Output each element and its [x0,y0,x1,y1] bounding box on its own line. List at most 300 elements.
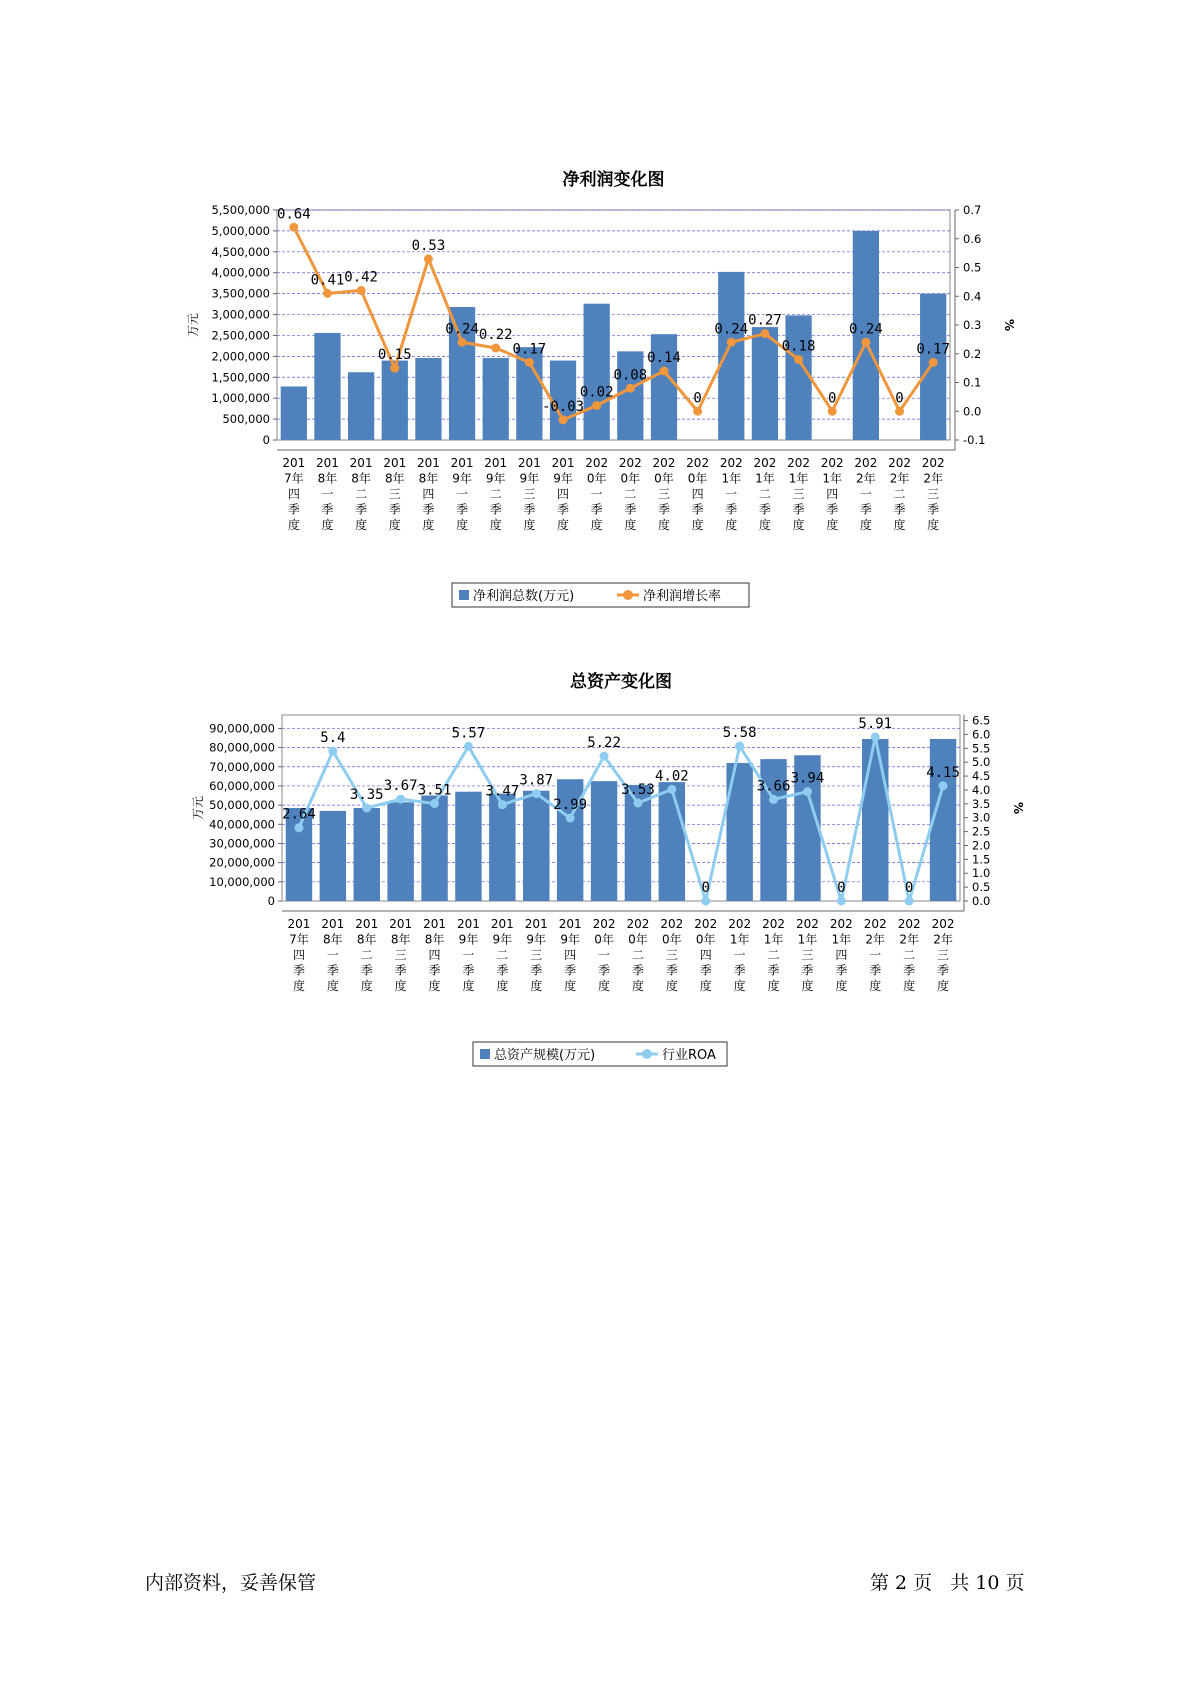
line-point [328,747,337,756]
x-tick-label: 2年 [865,932,886,947]
line-point [592,401,601,410]
data-label: 3.87 [519,772,554,789]
line-point [939,781,948,790]
x-tick-label: 201 [524,917,548,931]
y-tick-label: 20,000,000 [209,855,275,870]
x-tick-label: 季 [598,963,611,978]
line-point [701,897,710,906]
x-tick-label: 季 [394,963,407,978]
data-label: 0.08 [613,367,648,384]
line-point [803,787,812,796]
data-label: 0 [837,880,846,896]
x-tick-label: 季 [699,963,712,978]
x-tick-label: 201 [484,456,508,470]
line-point [357,286,366,295]
data-label: 0.17 [512,341,547,358]
x-tick-label: 度 [326,979,339,993]
x-tick-label: 季 [665,963,678,978]
data-label: 0.24 [714,321,749,338]
x-tick-label: 度 [733,979,746,993]
x-tick-label: 202 [829,917,853,931]
x-tick-label: 201 [450,456,474,470]
x-tick-label: 度 [394,979,407,993]
y-tick-label: 10,000,000 [209,874,275,889]
x-tick-label: 二 [489,487,502,501]
x-tick-label: 度 [859,518,872,532]
x-tick-label: 二 [624,487,637,501]
x-tick-label: 季 [893,502,906,517]
x-tick-label: 201 [423,917,447,931]
plot-area [282,715,960,901]
bar [617,351,643,440]
bar [415,358,441,440]
y-tick-label: 70,000,000 [209,759,275,774]
x-tick-label: 度 [388,518,401,532]
y-tick-label: 80,000,000 [209,740,275,755]
x-tick-label: 0年 [628,932,648,947]
data-label: 0.15 [377,347,412,364]
x-tick-label: 202 [585,456,609,470]
data-label: 3.51 [417,782,452,799]
x-tick-label: 1年 [797,932,818,947]
line-point [525,358,534,367]
x-tick-label: 季 [903,963,916,978]
x-tick-label: 8年 [418,471,439,486]
x-tick-label: 季 [355,502,368,517]
x-tick-label: 8年 [424,932,445,947]
bar [455,792,481,901]
line-point [390,364,399,373]
x-tick-label: 度 [321,518,334,532]
x-tick-label: 0年 [687,471,708,486]
x-tick-label: 季 [326,963,339,978]
x-tick-label: 一 [326,948,339,962]
x-tick-label: 度 [292,979,305,993]
x-tick-label: 一 [725,487,738,501]
x-tick-label: 0年 [662,932,682,947]
y2-tick-label: 4.5 [972,769,991,784]
x-tick-label: 202 [820,456,844,470]
data-label: 2.64 [282,806,316,823]
x-tick-label: 季 [792,502,805,517]
x-tick-label: 季 [462,963,475,978]
x-tick-label: 2年 [933,932,953,947]
x-tick-label: 9年 [560,932,580,947]
x-tick-label: 季 [456,502,469,517]
y2-tick-label: 0.7 [963,203,982,217]
y2-axis-title: % [1002,318,1016,332]
x-tick-label: 201 [355,917,379,931]
y-tick-label: 2,000,000 [211,349,270,364]
x-tick-label: 0年 [695,932,716,947]
line-point [769,795,778,804]
y-tick-label: 60,000,000 [209,778,275,793]
x-tick-label: 季 [869,963,882,978]
x-tick-label: 季 [530,963,543,978]
x-tick-label: 9年 [458,932,479,947]
x-tick-label: 201 [551,456,575,470]
x-tick-label: 201 [558,917,582,931]
total-assets-chart [0,660,1191,1120]
line-point [458,338,467,347]
x-tick-label: 202 [863,917,887,931]
y2-tick-label: 1.0 [972,866,991,881]
data-label: 4.15 [926,764,960,781]
y2-tick-label: 5.5 [972,741,991,756]
x-tick-label: 201 [456,917,480,931]
line-point [828,407,837,416]
bar [281,386,307,440]
x-tick-label: 201 [349,456,373,470]
line-point [430,799,439,808]
data-label: 5.22 [587,735,621,752]
x-tick-label: 度 [927,518,940,532]
chart-title: 总资产变化图 [570,672,672,692]
x-tick-label: 0年 [654,471,674,486]
y-tick-label: 50,000,000 [209,798,275,813]
data-label: 0.17 [916,341,951,358]
y2-tick-label: 6.5 [972,713,991,728]
x-tick-label: 202 [686,456,710,470]
x-tick-label: 季 [422,502,435,517]
x-tick-label: 度 [523,518,536,532]
x-tick-label: 三 [801,948,814,962]
x-tick-label: 一 [733,948,746,962]
net-profit-chart-svg [0,160,1191,620]
y2-tick-label: 0.1 [963,375,982,390]
x-tick-label: 二 [903,948,916,962]
x-tick-label: 201 [517,456,541,470]
x-tick-label: 度 [422,518,435,532]
x-tick-label: 8年 [351,471,371,486]
x-tick-label: 度 [456,518,469,532]
x-tick-label: 0年 [586,471,607,486]
x-tick-label: 季 [691,502,704,517]
x-tick-label: 季 [758,502,771,517]
x-tick-label: 季 [624,502,637,517]
data-label: 3.94 [790,770,825,787]
x-tick-label: 季 [801,963,814,978]
x-tick-label: 一 [321,487,334,501]
x-tick-label: 度 [489,518,502,532]
bar [718,272,744,440]
x-tick-label: 四 [292,948,305,962]
x-tick-label: 2年 [856,471,876,486]
data-label: 0.64 [276,206,311,223]
x-tick-label: 二 [355,487,368,501]
line-point [294,823,303,832]
bar [348,372,374,440]
data-label: 0 [693,390,702,407]
x-tick-label: 8年 [390,932,411,947]
chart-title: 净利润变化图 [562,170,665,190]
x-tick-label: 201 [490,917,514,931]
x-tick-label: 季 [767,963,780,978]
x-tick-label: 度 [355,518,368,532]
y-tick-label: 1,500,000 [211,370,270,385]
x-tick-label: 201 [287,917,311,931]
x-tick-label: 202 [795,917,819,931]
bar [591,781,617,901]
line-point [498,800,507,809]
x-tick-label: 三 [530,948,543,962]
legend-bar-label: 总资产规模(万元) [494,1048,596,1063]
x-tick-label: 度 [496,979,509,993]
x-tick-label: 202 [888,456,911,470]
line-point [727,338,736,347]
x-tick-label: 三 [388,487,401,501]
y-tick-label: 5,500,000 [211,203,270,217]
x-tick-label: 三 [523,487,536,501]
x-tick-label: 季 [360,963,373,978]
x-tick-label: 四 [287,487,300,501]
line-point [667,785,676,794]
x-tick-label: 四 [422,487,435,501]
x-tick-label: 一 [859,487,872,501]
line-point [794,355,803,364]
line-point [659,367,668,376]
y2-tick-label: 0.6 [963,231,982,246]
bar [320,811,346,901]
x-tick-label: 季 [523,502,536,517]
line-point [693,407,702,416]
line-point [323,289,332,298]
x-tick-label: 三 [937,948,950,962]
x-tick-label: 202 [592,917,616,931]
x-tick-label: 一 [590,487,603,501]
legend-line-label: 净利润增长率 [643,589,722,604]
x-tick-label: 三 [792,487,805,501]
x-tick-label: 8年 [317,471,338,486]
footer-confidential-note: 内部资料，妥善保管 [145,1572,317,1594]
x-tick-label: 202 [931,917,955,931]
data-label: 0.41 [310,272,345,289]
x-tick-label: 三 [927,487,940,501]
x-tick-label: 度 [869,979,882,993]
y-axis-title: 万元 [191,795,205,821]
x-tick-label: 201 [383,456,407,470]
x-tick-label: 201 [416,456,440,470]
y2-tick-label: 2.5 [972,824,991,839]
x-tick-label: 202 [618,456,642,470]
x-tick-label: 度 [428,979,441,993]
x-tick-label: 202 [921,456,945,470]
x-tick-label: 季 [937,963,950,978]
x-tick-label: 202 [694,917,718,931]
x-tick-label: 202 [626,917,650,931]
x-tick-label: 1年 [721,471,742,486]
data-label: 5.4 [320,730,346,747]
data-label: 0.24 [445,321,479,338]
x-tick-label: 1年 [822,471,843,486]
x-tick-label: 1年 [729,932,750,947]
legend-line-marker [623,590,633,600]
x-tick-label: 二 [893,487,906,501]
x-tick-label: 季 [859,502,872,517]
x-tick-label: 201 [282,456,306,470]
line-point [566,813,575,822]
line-point [895,407,904,416]
line-point [491,344,500,353]
line-point [559,415,568,424]
y-tick-label: 500,000 [222,412,270,427]
x-tick-label: 1年 [831,932,852,947]
y-tick-label: 0 [262,433,270,447]
net-profit-chart [0,160,1191,620]
data-label: 3.53 [621,782,655,799]
x-tick-label: 202 [787,456,811,470]
data-label: 0.22 [478,327,513,343]
data-label: 5.58 [722,725,757,742]
data-label: 0.53 [411,237,446,254]
data-label: 0 [701,880,710,896]
y-tick-label: 90,000,000 [209,721,275,736]
y2-tick-label: 0.0 [963,404,982,419]
x-tick-label: 四 [826,487,839,501]
x-tick-label: 季 [496,963,509,978]
x-tick-label: 度 [937,979,950,993]
y2-tick-label: -0.1 [963,433,986,447]
legend-bar-swatch [480,1049,490,1059]
data-label: 0.27 [748,312,782,329]
x-tick-label: 1年 [755,471,775,486]
x-tick-label: 三 [657,487,670,501]
y2-tick-label: 0.3 [963,318,982,332]
x-tick-label: 三 [394,948,407,962]
bar [785,315,811,440]
y2-tick-label: 3.0 [972,810,991,825]
legend-line-marker [642,1049,652,1059]
x-tick-label: 一 [869,948,882,962]
x-tick-label: 四 [564,948,577,962]
y2-tick-label: 0.0 [972,894,991,908]
x-tick-label: 202 [762,917,786,931]
total-assets-chart-svg [0,660,1191,1120]
x-tick-label: 一 [456,487,469,501]
data-label: 4.02 [654,768,689,785]
x-tick-label: 四 [835,948,848,962]
bar [483,358,509,440]
x-tick-label: 二 [758,487,771,501]
legend-line-label: 行业ROA [662,1048,716,1063]
x-tick-label: 季 [590,502,603,517]
x-tick-label: 度 [530,979,543,993]
data-label: 3.67 [383,778,418,795]
x-tick-label: 8年 [356,932,377,947]
line-point [905,897,914,906]
x-tick-label: 季 [927,502,940,517]
x-tick-label: 二 [496,948,509,962]
data-label: 0.18 [781,338,816,355]
x-tick-label: 7年 [289,932,309,947]
footer-page-number: 第 2 页 共 10 页 [870,1572,1025,1594]
x-tick-label: 201 [321,917,345,931]
x-tick-label: 9年 [519,471,540,486]
data-label: 2.99 [553,796,588,813]
y-tick-label: 3,000,000 [211,307,270,322]
y-tick-label: 40,000,000 [209,817,275,832]
x-tick-label: 202 [660,917,684,931]
line-point [837,897,846,906]
x-tick-label: 0年 [594,932,614,947]
data-label: 5.91 [858,715,893,732]
line-point [532,789,541,798]
x-tick-label: 度 [631,979,644,993]
x-tick-label: 9年 [526,932,547,947]
x-tick-label: 季 [489,502,502,517]
y2-tick-label: 3.5 [972,796,991,811]
x-tick-label: 2年 [923,471,943,486]
bar [752,327,778,440]
data-label: 0 [828,390,837,407]
x-tick-label: 1年 [763,932,784,947]
data-label: 3.47 [485,783,520,800]
x-tick-label: 度 [287,518,300,532]
x-tick-label: 2年 [889,471,910,486]
data-label: 0.02 [579,384,614,401]
x-tick-label: 季 [287,502,300,517]
x-tick-label: 9年 [492,932,513,947]
data-label: 0.14 [647,350,681,366]
x-tick-label: 度 [826,518,839,532]
y2-axis-title: % [1011,801,1025,815]
x-tick-label: 202 [854,456,878,470]
x-tick-label: 二 [360,948,373,962]
x-tick-label: 一 [462,948,475,962]
x-tick-label: 度 [792,518,805,532]
x-tick-label: 四 [428,948,441,962]
x-tick-label: 季 [826,502,839,517]
x-tick-label: 季 [564,963,577,978]
x-tick-label: 度 [598,979,611,993]
x-tick-label: 度 [835,979,848,993]
y2-tick-label: 2.0 [972,838,991,853]
x-tick-label: 季 [657,502,670,517]
x-tick-label: 度 [725,518,738,532]
x-tick-label: 季 [725,502,738,517]
x-tick-label: 202 [728,917,752,931]
line-point [735,742,744,751]
y-tick-label: 3,500,000 [211,286,270,301]
x-tick-label: 度 [691,518,704,532]
x-tick-label: 9年 [485,471,506,486]
y-tick-label: 4,000,000 [211,265,270,280]
x-tick-label: 四 [699,948,712,962]
x-tick-label: 202 [719,456,743,470]
x-tick-label: 度 [767,979,780,993]
x-tick-label: 202 [897,917,921,931]
bar [314,333,340,440]
line-point [600,752,609,761]
line-point [289,223,298,232]
y-tick-label: 2,500,000 [211,328,270,343]
line-point [464,742,473,751]
x-tick-label: 8年 [384,471,405,486]
x-tick-label: 季 [292,963,305,978]
bar [659,782,685,901]
line-point [871,732,880,741]
x-tick-label: 0年 [620,471,641,486]
data-label: 5.57 [451,725,486,742]
data-label: 3.66 [756,778,791,795]
x-tick-label: 度 [624,518,637,532]
legend-bar-swatch [459,590,469,600]
x-tick-label: 度 [699,979,712,993]
x-tick-label: 9年 [553,471,573,486]
line-point [424,254,433,263]
x-tick-label: 季 [321,502,334,517]
x-tick-label: 度 [590,518,603,532]
